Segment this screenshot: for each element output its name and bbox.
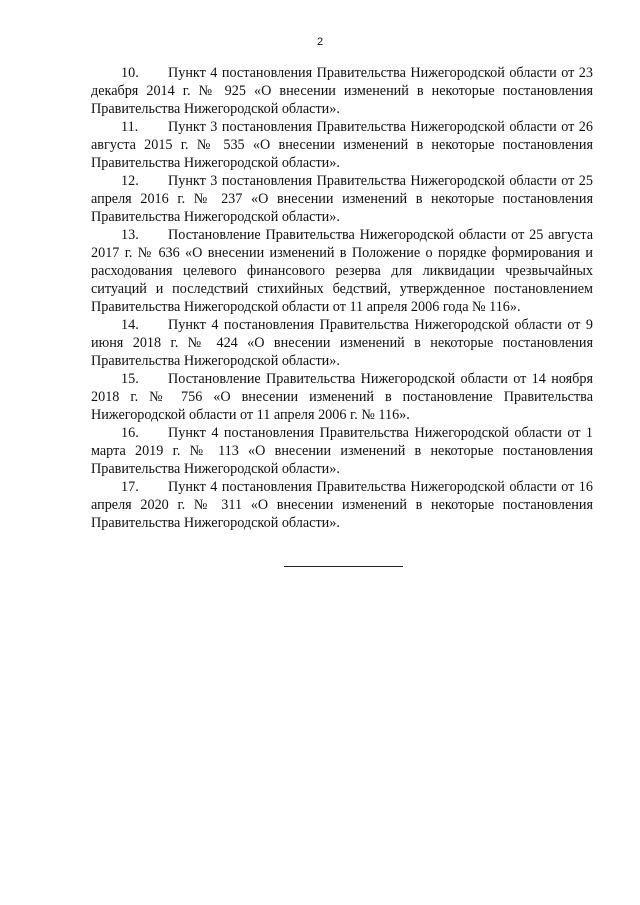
item-text: Пункт 3 постановления Правительства Нижегородской области от 25 апреля 2016 г. № 237 «О внесении изменений в некоторые постановления Правительства Нижегородской области». (91, 173, 593, 225)
list-item (91, 118, 593, 172)
item-text: Пункт 4 постановления Правительства Нижегородской области от 23 декабря 2014 г. № 925 «О внесении изменений в некоторые постановления Правительства Нижегородской области». (91, 65, 593, 117)
end-separator-line (284, 566, 403, 567)
item-number: 14. (121, 317, 139, 333)
item-text: Пункт 4 постановления Правительства Нижегородской области от 16 апреля 2020 г. № 311 «О внесении изменений в некоторые постановления Правительства Нижегородской области». (91, 479, 593, 531)
item-number: 13. (121, 227, 139, 243)
document-body (91, 64, 593, 532)
item-number: 12. (121, 173, 139, 189)
item-text: Пункт 4 постановления Правительства Нижегородской области от 1 марта 2019 г. № 113 «О внесении изменений в некоторые постановления Правительства Нижегородской области». (91, 425, 593, 477)
list-item (91, 370, 593, 424)
item-number: 11. (121, 119, 139, 135)
item-text: Постановление Правительства Нижегородской области от 25 августа 2017 г. № 636 «О внесении изменений в Положение о порядке формирования и расходования целевого финансового резерва для ликвидации чрезвычайных ситуаций и последствий стихийных бедствий, утвержденное постановлением Правительства Нижегородской области от 11 апреля 2006 года № 116». (91, 227, 593, 315)
item-number: 15. (121, 371, 139, 387)
list-item (91, 64, 593, 118)
list-item (91, 424, 593, 478)
item-text: Постановление Правительства Нижегородской области от 14 ноября 2018 г. № 756 «О внесении изменений в постановление Правительства Нижегородской области от 11 апреля 2006 г. № 116». (91, 371, 593, 423)
item-text: Пункт 3 постановления Правительства Нижегородской области от 26 августа 2015 г. № 535 «О внесении изменений в некоторые постановления Правительства Нижегородской области». (91, 119, 593, 171)
list-item (91, 172, 593, 226)
page-number: 2 (316, 36, 324, 48)
item-number: 10. (121, 65, 139, 81)
item-number: 16. (121, 425, 139, 441)
list-item (91, 478, 593, 532)
item-text: Пункт 4 постановления Правительства Нижегородской области от 9 июня 2018 г. № 424 «О внесении изменений в некоторые постановления Правительства Нижегородской области». (91, 317, 593, 369)
item-number: 17. (121, 479, 139, 495)
list-item (91, 226, 593, 316)
list-item (91, 316, 593, 370)
